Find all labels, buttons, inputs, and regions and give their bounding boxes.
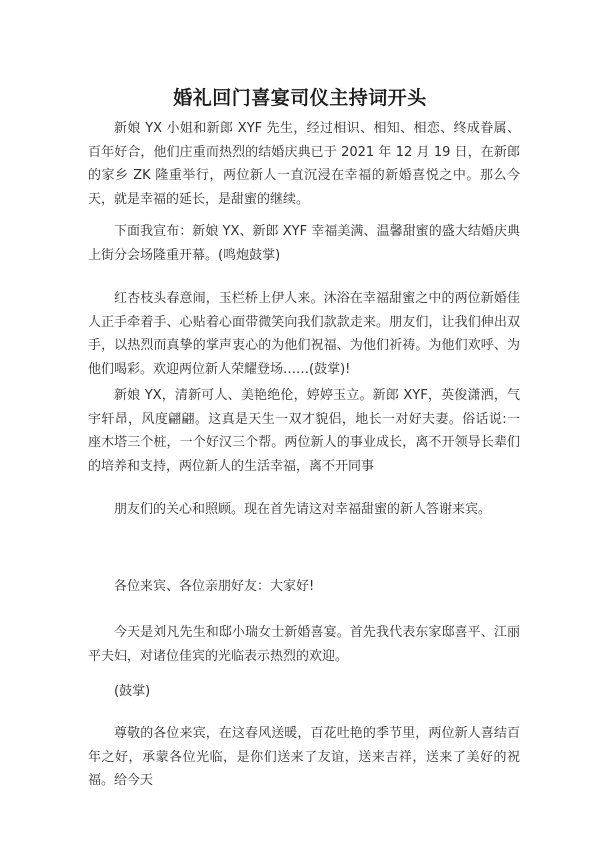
page-title: 婚礼回门喜宴司仪主持词开头	[173, 87, 427, 109]
paragraph-intro: 新娘 YX 小姐和新郎 XYF 先生，经过相识、相知、相恋、终成眷属、百年好合，他们庄重而热烈的结婚庆典已于 2021 年 12 月 19 日，在新郎的家乡 ZK 隆重举行，两位新人一直沉浸在幸福的新婚喜悦之中。那么今天，就是幸福的延长，是甜蜜的继续。	[88, 121, 520, 207]
paragraph-applause: (鼓掌)	[114, 684, 151, 699]
paragraph-blessing: 尊敬的各位来宾，在这春风送暖，百花吐艳的季节里，两位新人喜结百年之好，承蒙各位光临，是你们送来了友谊，送来吉祥，送来了美好的祝福。给今天	[88, 726, 520, 788]
paragraph-thanks: 朋友们的关心和照顾。现在首先请这对幸福甜蜜的新人答谢来宾。	[114, 502, 492, 517]
paragraph-announcement: 下面我宣布：新娘 YX、新郎 XYF 幸福美满、温馨甜蜜的盛大结婚庆典上街分会场隆重开幕。(鸣炮鼓掌)	[88, 224, 520, 263]
paragraph-greeting: 各位来宾、各位亲朋好友：大家好!	[114, 579, 315, 594]
paragraph-welcome: 今天是刘凡先生和邸小瑞女士新婚喜宴。首先我代表东家邸喜平、江丽平夫妇，对诸位佳宾的光临表示热烈的欢迎。	[88, 625, 520, 664]
paragraph-entrance: 红杏枝头春意闹，玉栏桥上伊人来。沐浴在幸福甜蜜之中的两位新婚佳人正手牵着手、心贴着心面带微笑向我们款款走来。朋友们，让我们伸出双手，以热烈而真挚的掌声衷心的为他们祝福、为他们祈祷。为他们欢呼、为他们喝彩。欢迎两位新人荣耀登场……(鼓掌)!	[88, 291, 520, 377]
paragraph-couple-praise: 新娘 YX，清新可人、美艳绝伦，婷婷玉立。新郎 XYF，英俊潇洒，气宇轩昂，风度翩翩。这真是天生一双才貌侣，地长一对好夫妻。俗话说:一座木塔三个桩，一个好汉三个帮。两位新人的事业成长，离不开领导长辈们的培养和支持，两位新人的生活幸福，离不开同事	[88, 388, 520, 474]
